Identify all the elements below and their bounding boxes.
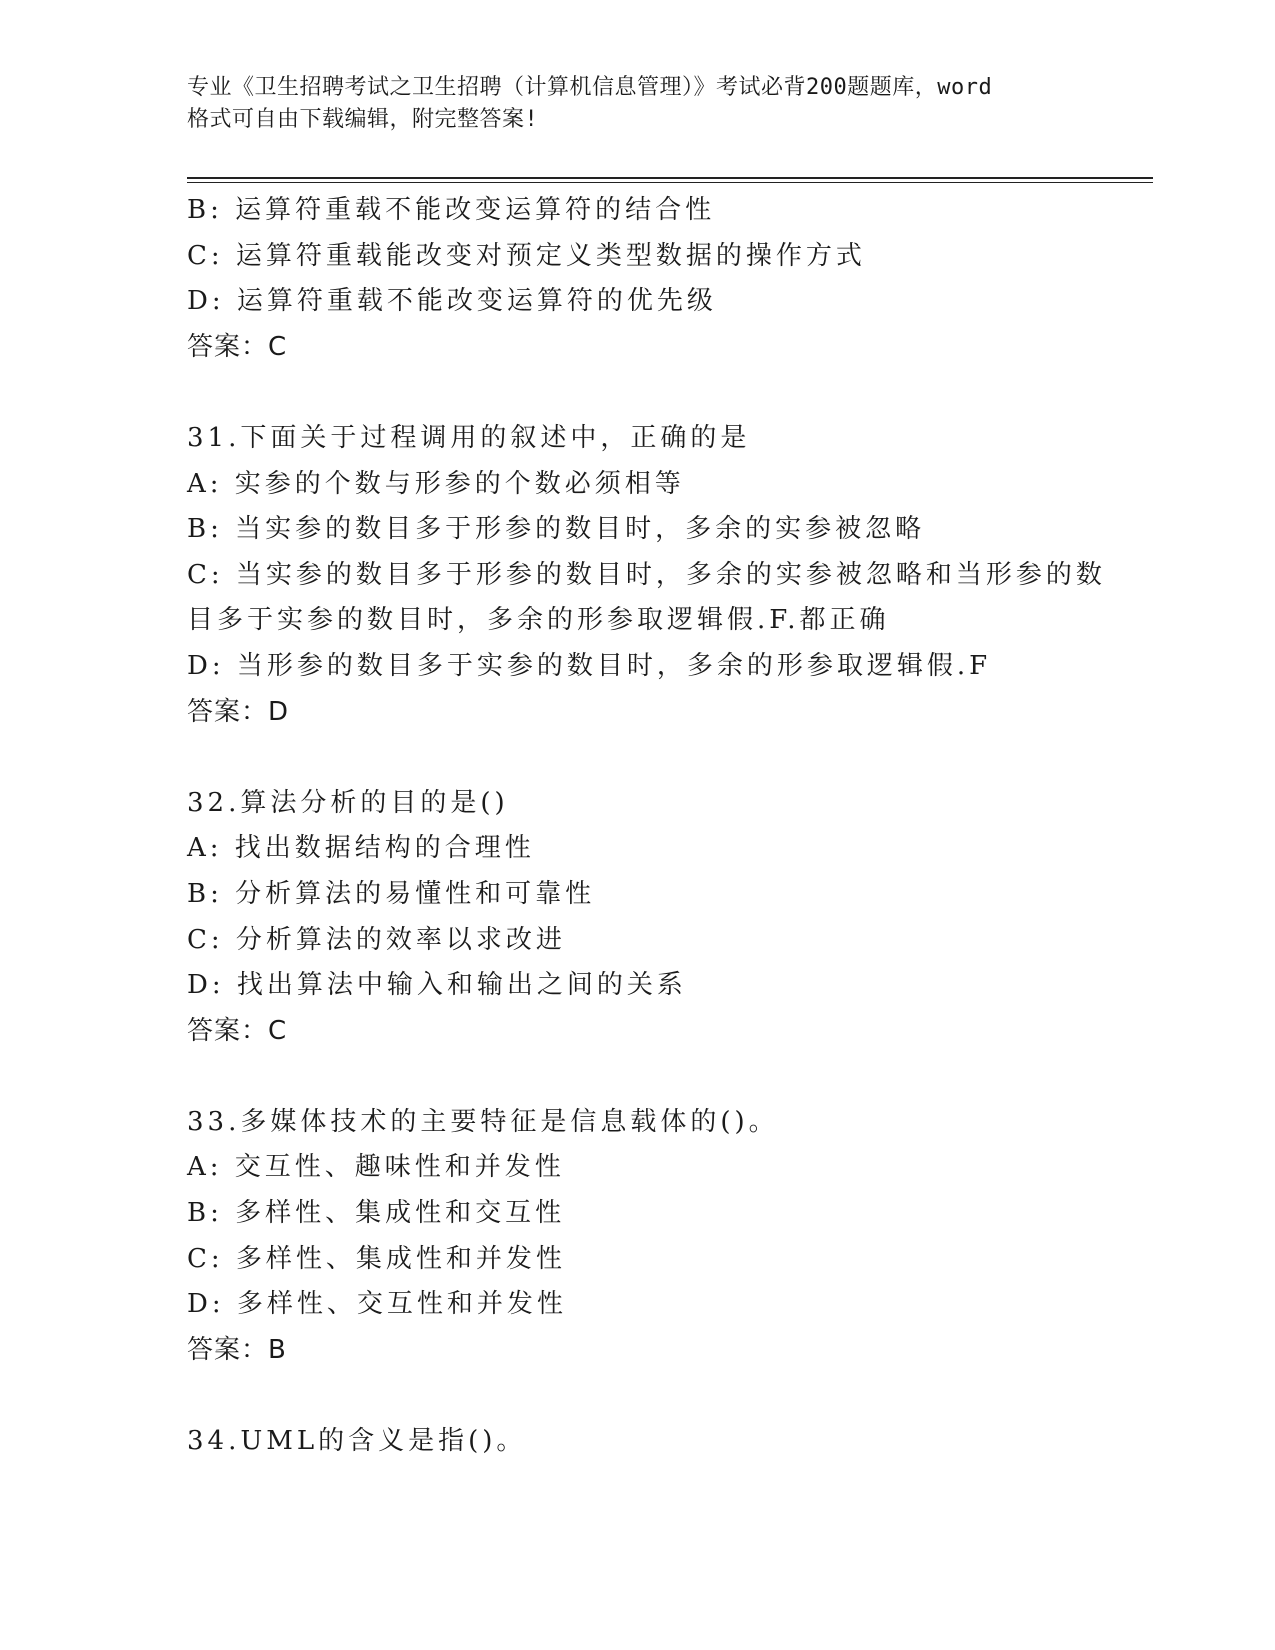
option-b: B: 分析算法的易懂性和可靠性 xyxy=(187,878,596,909)
option-a: A: 找出数据结构的合理性 xyxy=(187,833,535,864)
answer-label: 答案：B xyxy=(187,1334,287,1365)
option-c: C: 多样性、集成性和并发性 xyxy=(187,1243,566,1274)
answer-label: 答案：C xyxy=(187,1015,288,1046)
question-34 xyxy=(187,1419,1087,1465)
option-d: D: 找出算法中输入和输出之间的关系 xyxy=(187,970,687,1001)
question-stem: 32.算法分析的目的是() xyxy=(187,787,509,818)
spacer xyxy=(187,1054,1087,1100)
option-c: C: 运算符重载能改变对预定义类型数据的操作方式 xyxy=(187,240,866,271)
option-b: B: 当实参的数目多于形参的数目时，多余的实参被忽略 xyxy=(187,514,926,545)
option-d: D: 当形参的数目多于实参的数目时，多余的形参取逻辑假.F xyxy=(187,650,992,681)
option-a: A: 实参的个数与形参的个数必须相等 xyxy=(187,468,685,499)
option-b: B: 多样性、集成性和交互性 xyxy=(187,1198,566,1229)
question-30-tail xyxy=(187,188,1087,370)
answer-label: 答案：C xyxy=(187,331,288,362)
question-33 xyxy=(187,1100,1087,1374)
spacer xyxy=(187,1373,1087,1419)
option-c: C: 当实参的数目多于形参的数目时，多余的实参被忽略和当形参的数 xyxy=(187,559,1106,590)
option-d: D: 多样性、交互性和并发性 xyxy=(187,1289,567,1320)
header-title-line-1: 专业《卫生招聘考试之卫生招聘（计算机信息管理）》考试必背200题题库，word xyxy=(187,75,993,100)
header-divider-thin xyxy=(187,182,1153,183)
option-c-continued: 目多于实参的数目时，多余的形参取逻辑假.F.都正确 xyxy=(187,605,890,636)
question-stem: 34.UML的含义是指()。 xyxy=(187,1426,527,1457)
option-c: C: 分析算法的效率以求改进 xyxy=(187,924,566,955)
question-stem: 31.下面关于过程调用的叙述中，正确的是 xyxy=(187,422,751,453)
question-31 xyxy=(187,416,1106,735)
header-divider-thick xyxy=(187,177,1153,179)
document-header xyxy=(187,72,1087,136)
header-title-line-2: 格式可自由下载编辑，附完整答案! xyxy=(187,107,539,132)
question-32 xyxy=(187,781,1087,1055)
option-d: D: 运算符重载不能改变运算符的优先级 xyxy=(187,286,717,317)
option-b: B: 运算符重载不能改变运算符的结合性 xyxy=(187,195,716,225)
question-stem: 33.多媒体技术的主要特征是信息载体的()。 xyxy=(187,1106,779,1137)
answer-label: 答案：D xyxy=(187,696,290,727)
question-list xyxy=(187,188,1106,1465)
option-a: A: 交互性、趣味性和并发性 xyxy=(187,1152,565,1183)
spacer xyxy=(187,735,1087,781)
spacer xyxy=(187,370,1087,416)
